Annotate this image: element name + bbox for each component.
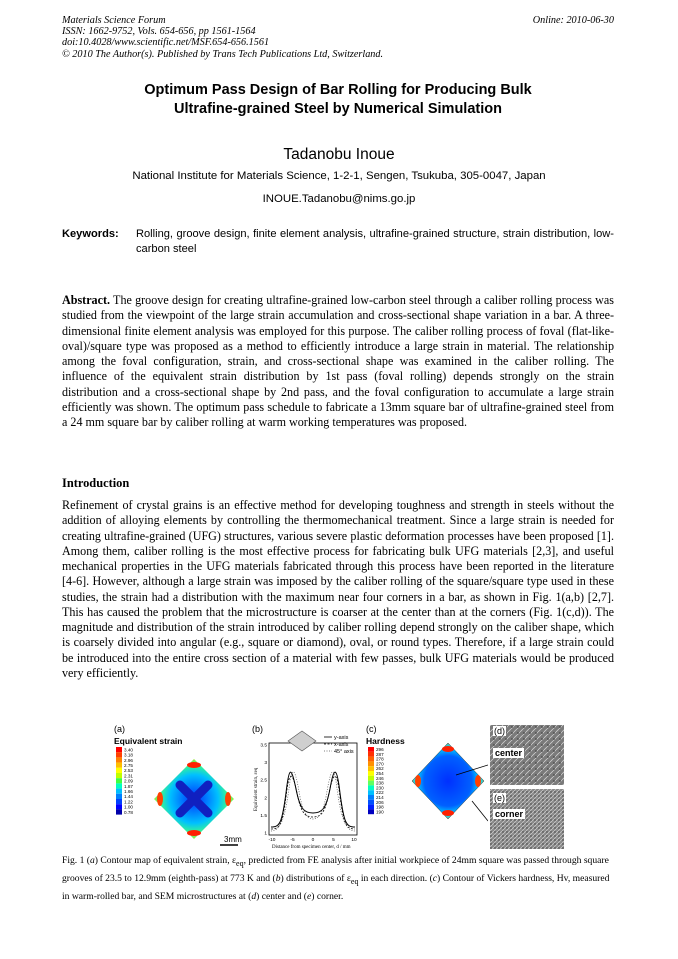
figure-panel-de bbox=[490, 723, 564, 850]
introduction-heading: Introduction bbox=[62, 476, 130, 490]
y-tick-label: 3 bbox=[264, 761, 267, 767]
strain-hot-right bbox=[225, 792, 231, 806]
legend-swatch bbox=[116, 804, 122, 809]
strain-hot-bottom bbox=[187, 830, 201, 836]
pointer-corner bbox=[472, 801, 488, 821]
x-tick-label: 5 bbox=[332, 838, 335, 843]
sem-micrographs bbox=[490, 723, 564, 850]
legend-swatch bbox=[368, 805, 374, 810]
author-email[interactable]: INOUE.Tadanobu@nims.go.jp bbox=[262, 193, 416, 205]
y-tick-label: 1.5 bbox=[260, 813, 267, 819]
legend-swatch bbox=[368, 785, 374, 790]
y-tick-label: 2.5 bbox=[260, 778, 267, 784]
legend-swatch bbox=[116, 752, 122, 757]
legend-value: 190 bbox=[376, 809, 384, 815]
legend-value: 1.44 bbox=[124, 794, 133, 800]
legend-value: 262 bbox=[376, 766, 384, 772]
hardness-bar-section bbox=[412, 743, 484, 819]
legend-value: 238 bbox=[376, 780, 384, 786]
legend-value: 2.96 bbox=[124, 757, 133, 763]
y-tick-label: 3.5 bbox=[260, 743, 267, 749]
legend-swatch bbox=[116, 809, 122, 814]
y-tick-label: 2 bbox=[264, 796, 267, 802]
x-tick-label: 0 bbox=[311, 838, 315, 843]
legend-swatch bbox=[368, 809, 374, 814]
legend-swatch bbox=[368, 795, 374, 800]
journal-name: Materials Science Forum bbox=[62, 15, 166, 26]
legend-value: 254 bbox=[376, 771, 384, 776]
hardness-hot-left bbox=[415, 775, 421, 787]
author-name: Tadanobu Inoue bbox=[283, 146, 395, 163]
legend-swatch bbox=[116, 747, 122, 752]
legend-swatch bbox=[368, 776, 374, 781]
figure-1 bbox=[112, 723, 564, 850]
panel-a-label: (a) bbox=[114, 724, 125, 734]
x-axis-label: Distance from specimen center, d / mm bbox=[272, 845, 351, 850]
legend-swatch bbox=[368, 747, 374, 752]
legend-swatch bbox=[116, 778, 122, 783]
legend-value: 287 bbox=[376, 751, 384, 757]
legend-swatch bbox=[368, 771, 374, 776]
legend-value: 206 bbox=[376, 799, 384, 805]
online-date: Online: 2010-06-30 bbox=[532, 15, 614, 26]
strain-hot-left bbox=[157, 792, 163, 806]
legend-value: 1.00 bbox=[124, 804, 133, 810]
title-line-2: Ultrafine-grained Steel by Numerical Simulation bbox=[174, 101, 502, 117]
doi-line[interactable]: doi:10.4028/www.scientific.net/MSF.654-656.1561 bbox=[62, 37, 270, 49]
legend-swatch bbox=[368, 757, 374, 762]
legend-value: 230 bbox=[376, 785, 384, 791]
legend-swatch bbox=[116, 763, 122, 768]
legend-value: 1.22 bbox=[124, 799, 133, 805]
y-tick-label: 1 bbox=[264, 831, 267, 837]
scale-label: 3mm bbox=[224, 835, 242, 844]
legend-value: 198 bbox=[376, 804, 384, 810]
legend-value: 3.18 bbox=[124, 752, 133, 758]
strain-distribution-plot bbox=[250, 723, 362, 850]
hardness-hot-top bbox=[442, 746, 454, 752]
legend-value: 222 bbox=[376, 790, 384, 796]
abstract-text: The groove design for creating ultrafine-grained low-carbon steel through a caliber rolling process was studied from the viewpoint of the large strain accumulation and cross-sectional shape variation in a bar. A three-dimensional finite element analysis was employed for this purpose. The caliber rolling process of foval (flat-like-oval)/square type was proposed as a method to efficiently introduce a large strain in material. The relationship among the foval configuration, strain, and cross-sectional shape was examined in the caliber rolling. The influence of the equivalent strain distribution by 1st pass (foval rolling) depends strongly on the strain distribution and a cross-sectional shape by 2nd pass, and the foval configuration to accumulate a large strain efficiently was shown. The optimum pass schedule to fabricate a 13mm square bar of ultrafine-grained steel from a 24 mm square bar by caliber rolling at warm working temperatures was proposed. bbox=[62, 293, 614, 429]
legend-value: 246 bbox=[376, 775, 384, 781]
legend-label-2: x-axis bbox=[334, 742, 349, 748]
legend-swatch bbox=[116, 789, 122, 794]
hardness-legend bbox=[368, 747, 384, 814]
strain-legend bbox=[116, 747, 133, 815]
panel-a-title: Equivalent strain bbox=[114, 736, 183, 746]
legend-label-1: y-axis bbox=[334, 735, 349, 741]
paper-title bbox=[62, 81, 614, 119]
legend-swatch bbox=[368, 790, 374, 795]
keywords-label: Keywords: bbox=[62, 228, 119, 240]
journal-header bbox=[62, 15, 614, 60]
legend-swatch bbox=[116, 794, 122, 799]
title-line-1: Optimum Pass Design of Bar Rolling for Producing Bulk bbox=[144, 82, 532, 98]
legend-label-3: 45° axis bbox=[334, 749, 354, 755]
inset-square-sketch bbox=[288, 731, 316, 751]
figure-panel-b bbox=[250, 723, 362, 850]
panel-e-label: (e) bbox=[494, 793, 505, 803]
copyright-line: © 2010 The Author(s). Published by Trans Tech Publications Ltd, Switzerland. bbox=[62, 48, 384, 60]
legend-value: 3.40 bbox=[124, 747, 133, 753]
legend-swatch bbox=[116, 783, 122, 788]
x-ticks bbox=[269, 837, 357, 843]
hardness-hot-bottom bbox=[442, 810, 454, 816]
legend-value: 2.09 bbox=[124, 778, 133, 784]
issn-line: ISSN: 1662-9752, Vols. 654-656, pp 1561-1564 bbox=[62, 26, 256, 38]
panel-c-label: (c) bbox=[366, 724, 377, 734]
x-tick-label: -10 bbox=[268, 838, 276, 843]
x-tick-label: -5 bbox=[290, 838, 295, 843]
panel-c-title: Hardness bbox=[366, 736, 405, 746]
panel-d-label: (d) bbox=[494, 726, 505, 736]
affiliation: National Institute for Materials Science, 1-2-1, Sengen, Tsukuba, 305-0047, Japan bbox=[132, 170, 546, 182]
figure-panel-c bbox=[364, 723, 488, 850]
figure-panel-a bbox=[112, 723, 248, 850]
figure-caption: Fig. 1 (a) Contour map of equivalent strain, $\varepsilon_{eq}$, predicted from FE analysis after initial workpiece of 24mm square was passed through square grooves of 23.5 to 12.9mm (eighth-pass) at 773 K and (b) distributions of $\varepsilon_{eq}$ in each direction. (c) Contour of Vickers hardness, Hv, measured in warm-rolled bar, and SEM microstructures at (d) center and (e) corner. bbox=[62, 855, 610, 902]
keywords-block bbox=[62, 227, 614, 258]
hardness-hot-right bbox=[475, 775, 481, 787]
series-x-axis-line bbox=[271, 776, 355, 829]
series-45-axis-line bbox=[271, 772, 355, 831]
keywords-text: Rolling, groove design, finite element analysis, ultrafine-grained structure, strain distribution, low-carbon steel bbox=[136, 228, 614, 256]
legend-value: 2.53 bbox=[124, 768, 133, 774]
legend-swatch bbox=[368, 766, 374, 771]
panel-d-tag: center bbox=[495, 748, 523, 758]
x-tick-label: 10 bbox=[351, 838, 357, 843]
legend-value: 270 bbox=[376, 761, 384, 767]
panel-b-label: (b) bbox=[252, 724, 263, 734]
legend-value: 0.78 bbox=[124, 809, 133, 815]
abstract-label: Abstract. bbox=[62, 293, 111, 307]
y-axis-label: Equivalent strain, εeq bbox=[254, 767, 259, 811]
abstract-paragraph bbox=[62, 293, 614, 430]
legend-swatch bbox=[368, 761, 374, 766]
panel-e-tag: corner bbox=[495, 809, 524, 819]
introduction-paragraph: Refinement of crystal grains is an effective method for developing toughness and strength in steels without the addition of alloying elements by controlling the thermomechanical treatment. Since a large strain is needed for creating ultrafine-grained (UFG) structures, various severe plastic deformation processes have been proposed [1]. Among them, caliber rolling is the most effective process for fabricating bulk UFG materials [2,3], and useful mechanical properties in the UFG materials fabricated through this process have been reported in the literature [4-6]. However, although a large strain was imposed by the caliber rolling of the square/square type used in these studies, the strain had a distribution with the maximum near four corners in a bar, as shown in Fig. 1(a,b) [2,7]. This has caused the problem that the microstructure is coarser at the center than at the corners (Fig. 1(c,d)). The magnitude and distribution of the strain introduced by caliber rolling depend strongly on the caliber shape, which is coarsely divided into angular (e.g., square or diamond), oval, or round types. Therefore, if a large strain could be introduced into the entire cross section of a material with few passes, bulk UFG materials would be produced very efficiently. bbox=[62, 498, 614, 680]
legend-value: 278 bbox=[376, 756, 384, 762]
legend-swatch bbox=[116, 768, 122, 773]
legend-value: 2.75 bbox=[124, 763, 133, 768]
legend-value: 1.87 bbox=[124, 783, 133, 789]
legend-swatch bbox=[368, 752, 374, 757]
legend-swatch bbox=[116, 757, 122, 762]
legend-value: 1.66 bbox=[124, 789, 133, 794]
legend-value: 2.31 bbox=[124, 773, 133, 779]
legend-swatch bbox=[368, 781, 374, 786]
legend-swatch bbox=[116, 773, 122, 778]
y-ticks bbox=[260, 743, 267, 837]
legend-value: 214 bbox=[376, 795, 384, 800]
legend-swatch bbox=[116, 799, 122, 804]
strain-hot-top bbox=[187, 762, 201, 768]
legend-swatch bbox=[368, 800, 374, 805]
legend-value: 296 bbox=[376, 747, 384, 752]
